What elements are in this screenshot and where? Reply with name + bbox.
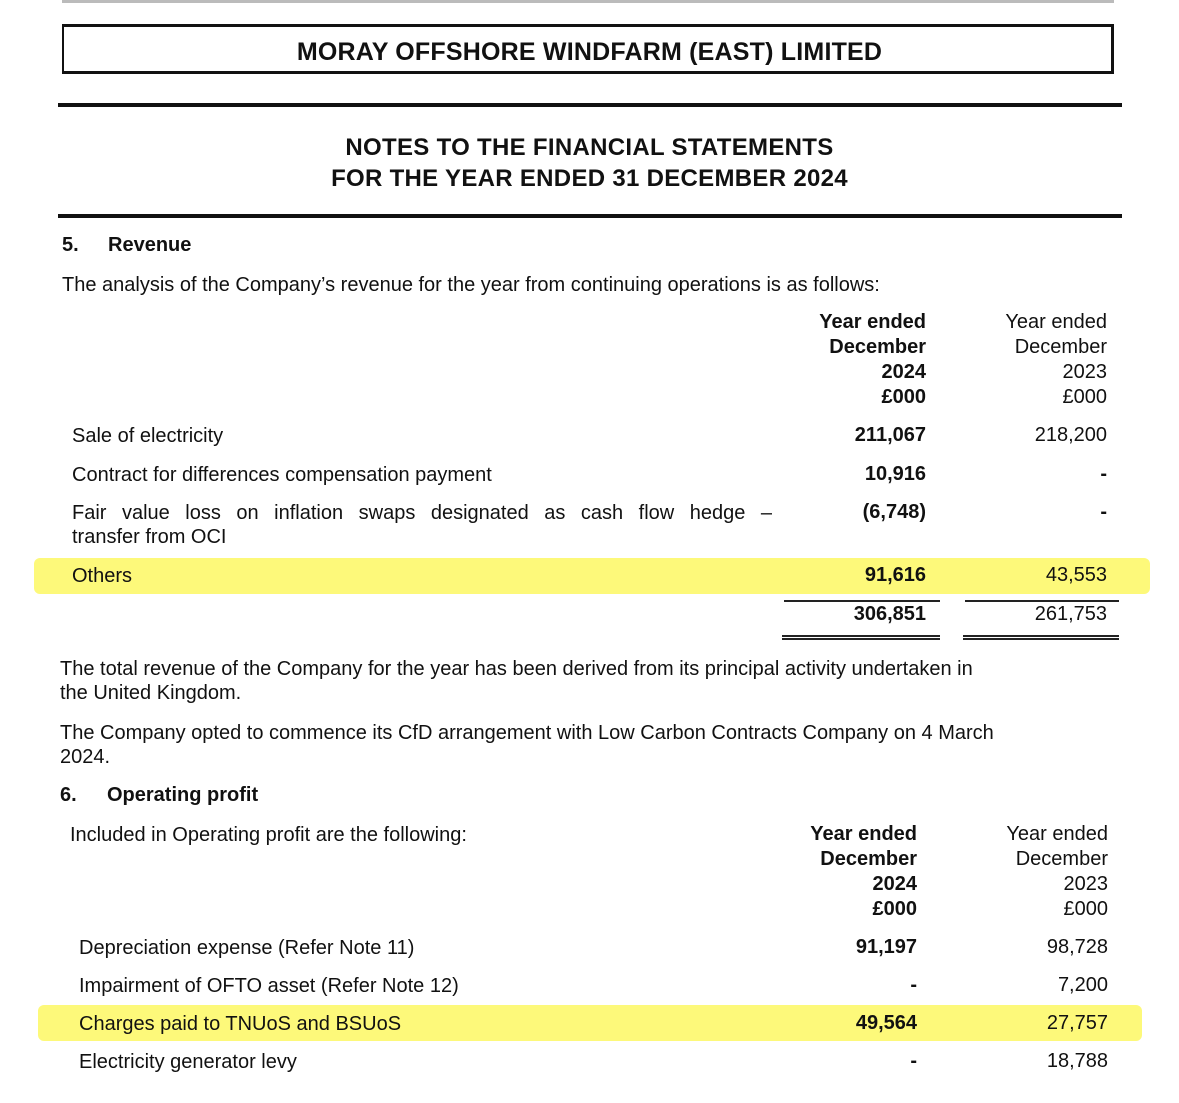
revenue-row-2023: -	[1100, 501, 1107, 523]
revenue-col-2023-line1: Year ended	[1005, 311, 1107, 333]
header-rule-bottom	[58, 214, 1122, 218]
operating-row-2024: 49,564	[855, 1012, 917, 1034]
company-name	[0, 38, 1179, 67]
revenue-col-2024-line1: Year ended	[819, 311, 926, 333]
revenue-col-2023-header	[940, 310, 1107, 410]
notes-title-line2: FOR THE YEAR ENDED 31 DECEMBER 2024	[331, 165, 848, 192]
operating-col-2024-line2: December	[820, 848, 917, 870]
revenue-col-2024-line2: December	[829, 336, 926, 358]
operating-row-label: Impairment of OFTO asset (Refer Note 12)	[79, 975, 459, 997]
revenue-col-2024-line4: £000	[881, 386, 926, 408]
operating-row-2023: 98,728	[1046, 936, 1108, 958]
revenue-total-rule-2023	[965, 600, 1119, 602]
revenue-total-rule-2024	[784, 600, 940, 602]
header-rule-top	[58, 103, 1122, 107]
revenue-col-2024-line3: 2024	[881, 361, 926, 383]
revenue-total-2023: 261,753	[1034, 603, 1107, 625]
revenue-row-2023: 218,200	[1034, 424, 1107, 446]
operating-col-2024-line1: Year ended	[810, 823, 917, 845]
revenue-row-2024: (6,748)	[862, 501, 926, 523]
operating-col-2023-line1: Year ended	[1006, 823, 1108, 845]
revenue-row-label-line2: transfer from OCI	[72, 526, 227, 548]
operating-intro: Included in Operating profit are the following:	[70, 824, 467, 846]
revenue-total-double-rule-2024	[782, 635, 940, 640]
revenue-section-title: Revenue	[108, 234, 192, 256]
operating-row-2024: -	[910, 974, 917, 996]
revenue-row-2023: -	[1100, 463, 1107, 485]
operating-section-number: 6.	[60, 784, 77, 806]
revenue-row-label-line1: Fair value loss on inflation swaps designated as cash flow hedge –	[72, 502, 772, 524]
revenue-intro: The analysis of the Company’s revenue for the year from continuing operations is as follows:	[62, 274, 880, 296]
revenue-col-2023-line2: December	[1014, 336, 1107, 358]
revenue-row-label: Others	[72, 565, 133, 587]
revenue-row-label: Contract for differences compensation payment	[72, 464, 492, 486]
operating-row-2024: -	[910, 1050, 917, 1072]
revenue-col-2023-line4: £000	[1062, 386, 1107, 408]
operating-section-title: Operating profit	[107, 784, 259, 806]
operating-row-2023: 7,200	[1057, 974, 1108, 996]
revenue-paragraph-2-line1: The Company opted to commence its CfD arrangement with Low Carbon Contracts Company on 4 March	[60, 722, 994, 744]
revenue-paragraph-2-line2: 2024.	[60, 746, 111, 768]
top-rule	[62, 0, 1114, 3]
revenue-row-label: Sale of electricity	[72, 425, 224, 447]
revenue-total-2024: 306,851	[853, 603, 926, 625]
revenue-row-2024: 211,067	[854, 424, 926, 446]
operating-row-label: Charges paid to TNUoS and BSUoS	[79, 1013, 402, 1035]
operating-col-2023-line3: 2023	[1063, 873, 1108, 895]
revenue-row-2023: 43,553	[1045, 564, 1107, 586]
operating-col-2023-line2: December	[1015, 848, 1108, 870]
company-name-text: MORAY OFFSHORE WINDFARM (EAST) LIMITED	[296, 38, 883, 66]
revenue-col-2023-line3: 2023	[1062, 361, 1107, 383]
revenue-section-number: 5.	[62, 234, 79, 256]
operating-row-label: Depreciation expense (Refer Note 11)	[79, 937, 415, 959]
operating-col-2023-line4: £000	[1063, 898, 1108, 920]
revenue-row-2024: 10,916	[864, 463, 926, 485]
operating-row-label: Electricity generator levy	[79, 1051, 297, 1073]
revenue-paragraph-1-line1: The total revenue of the Company for the year has been derived from its principal activity undertaken in	[60, 658, 973, 680]
operating-col-2024-line4: £000	[872, 898, 917, 920]
revenue-row-2024: 91,616	[864, 564, 926, 586]
revenue-total-double-rule-2023	[963, 635, 1119, 640]
operating-col-2024-header	[750, 822, 917, 922]
notes-title-line1: NOTES TO THE FINANCIAL STATEMENTS	[345, 134, 834, 161]
operating-row-2024: 91,197	[855, 936, 917, 958]
operating-row-2023: 27,757	[1046, 1012, 1108, 1034]
revenue-paragraph-1-line2: the United Kingdom.	[60, 682, 242, 704]
operating-col-2024-line3: 2024	[872, 873, 917, 895]
operating-col-2023-header	[940, 822, 1108, 922]
operating-row-2023: 18,788	[1046, 1050, 1108, 1072]
revenue-col-2024-header	[760, 310, 926, 410]
